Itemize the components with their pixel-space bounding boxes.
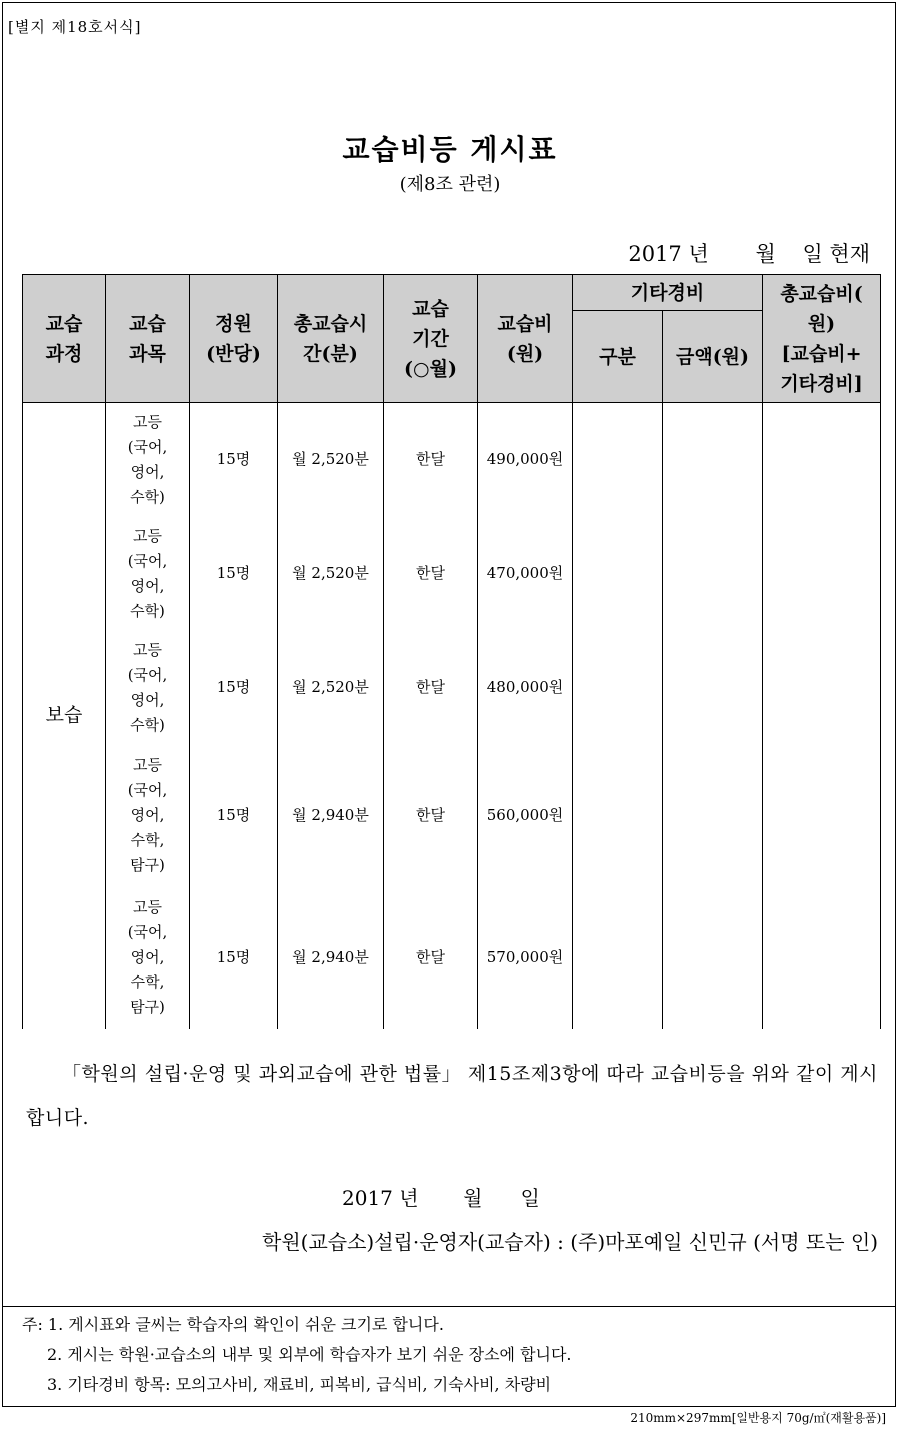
period-cell: 한달 — [384, 403, 478, 517]
table-row — [23, 745, 881, 887]
note-2: 2. 게시는 학원·교습소의 내부 및 외부에 학습자가 보기 쉬운 장소에 합니다. — [47, 1345, 572, 1364]
signer-line: 학원(교습소)설립·운영자(교습자) : (주)마포예일 신민규 (서명 또는 인) — [262, 1230, 878, 1254]
subject-cell — [106, 403, 190, 517]
header-subject — [106, 275, 190, 403]
other-amount-cell — [663, 887, 763, 1029]
text-line: 영어, — [130, 576, 165, 595]
as-of-date: 2017 년 월 일 현재 — [628, 242, 870, 266]
text-line: 과목 — [129, 342, 166, 365]
table-row — [23, 631, 881, 745]
time-cell: 월 2,520분 — [278, 517, 384, 631]
other-amount-cell — [663, 517, 763, 631]
note-1: 주: 1. 게시표와 글씨는 학습자의 확인이 쉬운 크기로 합니다. — [22, 1315, 444, 1334]
text-line: 교습 — [45, 312, 83, 335]
text-line: 영어, — [130, 462, 165, 481]
text-line: (국어, — [127, 781, 168, 799]
text-line: 교습비 — [497, 312, 553, 335]
header-total-fee — [763, 275, 881, 403]
period-cell: 한달 — [384, 631, 478, 745]
text-line: 정원 — [215, 312, 252, 335]
time-cell: 월 2,520분 — [278, 403, 384, 517]
time-cell: 월 2,940분 — [278, 745, 384, 887]
text-line: (○월) — [404, 357, 457, 380]
text-line: 영어, — [130, 690, 165, 709]
text-line: (국어, — [127, 551, 168, 570]
text-line: (반당) — [206, 342, 261, 365]
fee-cell: 560,000원 — [478, 745, 573, 887]
capacity-cell: 15명 — [190, 745, 278, 887]
text-line: 탐구) — [130, 998, 165, 1016]
other-category-cell — [573, 631, 663, 745]
course-cell: 보습 — [23, 403, 106, 1029]
time-cell: 월 2,940분 — [278, 887, 384, 1029]
text-line: (국어, — [127, 665, 168, 684]
table-row — [23, 403, 881, 517]
other-amount-cell — [663, 745, 763, 887]
text-line: 고등 — [133, 640, 162, 659]
text-line: 영어, — [130, 806, 165, 824]
text-line: 수학, — [130, 973, 165, 991]
notes-divider — [2, 1306, 896, 1307]
table-row — [23, 517, 881, 631]
header-period — [384, 275, 478, 403]
text-line: (국어, — [127, 437, 168, 456]
header-capacity — [190, 275, 278, 403]
text-line: 고등 — [133, 526, 162, 545]
other-category-cell — [573, 403, 663, 517]
page-subtitle: (제8조 관련) — [399, 174, 501, 195]
text-line: 총교습시 — [293, 312, 368, 335]
text-line: 총교습비( — [780, 282, 863, 305]
header-other-category: 구분 — [573, 311, 663, 403]
header-total-time — [278, 275, 384, 403]
paper-spec: 210mm×297mm[일반용지 70g/㎡(재활용품)] — [630, 1411, 886, 1425]
text-line: (국어, — [127, 923, 168, 941]
header-course — [23, 275, 106, 403]
total-fee-cell — [763, 887, 881, 1029]
total-fee-cell — [763, 403, 881, 517]
period-cell: 한달 — [384, 887, 478, 1029]
text-line: 교습 — [129, 312, 166, 335]
notes — [22, 1310, 572, 1400]
other-amount-cell — [663, 403, 763, 517]
text-line: 탐구) — [130, 856, 165, 874]
subject-cell — [106, 745, 190, 887]
text-line: 기간 — [412, 327, 449, 350]
other-category-cell — [573, 887, 663, 1029]
page-title: 교습비등 게시표 — [342, 133, 558, 166]
period-cell: 한달 — [384, 517, 478, 631]
period-cell: 한달 — [384, 745, 478, 887]
text-line: 수학) — [130, 487, 165, 506]
total-fee-cell — [763, 517, 881, 631]
text-line: 수학) — [130, 715, 165, 734]
total-fee-cell — [763, 745, 881, 887]
text-line: 고등 — [133, 898, 162, 916]
fee-cell: 480,000원 — [478, 631, 573, 745]
header-fee — [478, 275, 573, 403]
other-category-cell — [573, 745, 663, 887]
capacity-cell: 15명 — [190, 631, 278, 745]
text-line: 교습 — [412, 297, 449, 320]
text-line: [교습비+ — [781, 342, 862, 365]
table-row — [23, 887, 881, 1029]
capacity-cell: 15명 — [190, 887, 278, 1029]
other-category-cell — [573, 517, 663, 631]
fee-cell: 490,000원 — [478, 403, 573, 517]
header-other-amount: 금액(원) — [663, 311, 763, 403]
time-cell: 월 2,520분 — [278, 631, 384, 745]
signature-date: 2017 년 월 일 — [342, 1186, 540, 1210]
capacity-cell: 15명 — [190, 403, 278, 517]
text-line: 원) — [807, 312, 836, 335]
form-number: [별지 제18호서식] — [8, 18, 142, 36]
text-line: 간(분) — [303, 342, 358, 365]
posting-statement: 「학원의 설립·운영 및 과외교습에 관한 법률」 제15조제3항에 따라 교습비등을 위와 같이 게시합니다. — [26, 1063, 878, 1129]
header-other-expenses: 기타경비 — [573, 275, 763, 311]
text-line: 고등 — [133, 412, 162, 431]
text-line: 고등 — [133, 756, 162, 774]
fee-cell: 470,000원 — [478, 517, 573, 631]
subject-cell — [106, 631, 190, 745]
subject-cell — [106, 887, 190, 1029]
note-3: 3. 기타경비 항목: 모의고사비, 재료비, 피복비, 급식비, 기숙사비, 차량비 — [47, 1375, 552, 1394]
text-line: 수학, — [130, 831, 165, 849]
fee-table — [22, 274, 881, 1029]
text-line: 기타경비] — [780, 372, 863, 395]
text-line: 과정 — [45, 342, 83, 365]
capacity-cell: 15명 — [190, 517, 278, 631]
text-line: 영어, — [130, 948, 165, 966]
subject-cell — [106, 517, 190, 631]
text-line: (원) — [506, 342, 544, 365]
fee-cell: 570,000원 — [478, 887, 573, 1029]
total-fee-cell — [763, 631, 881, 745]
other-amount-cell — [663, 631, 763, 745]
text-line: 수학) — [130, 601, 165, 620]
